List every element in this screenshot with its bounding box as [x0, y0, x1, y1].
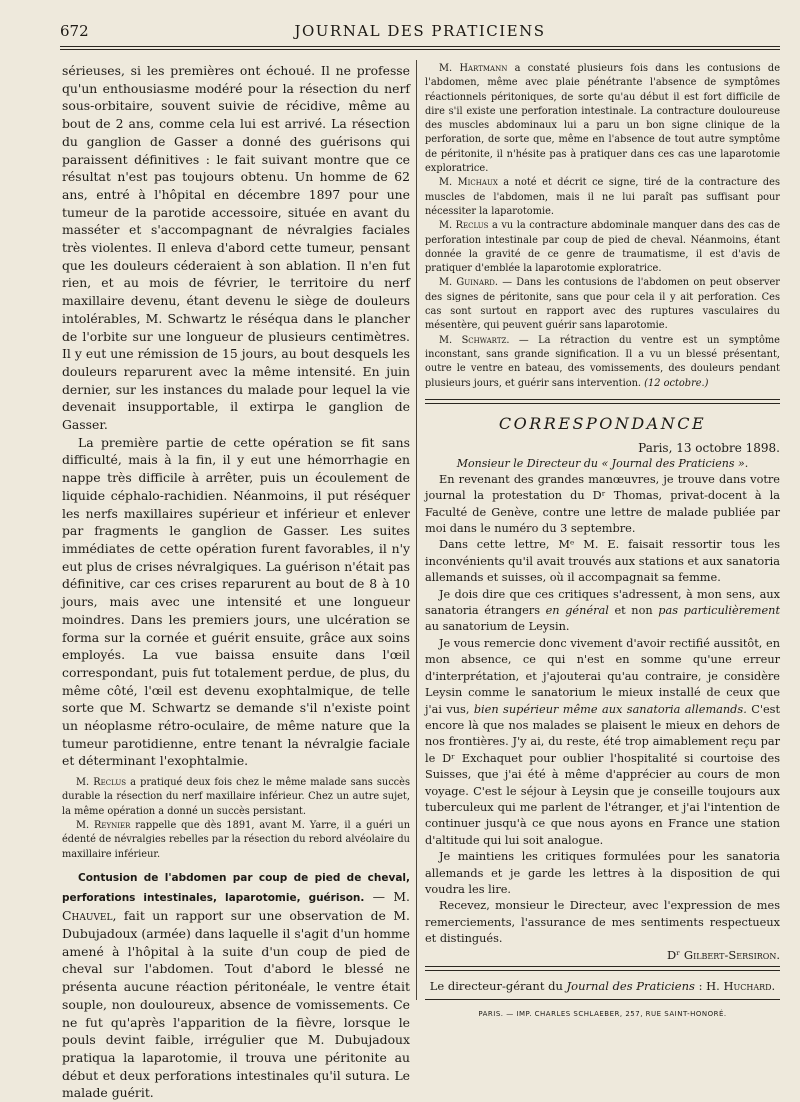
letter-paragraph: Recevez, monsieur le Directeur, avec l'expression de mes remerciements, l'assurance de mes sentiments respectueux et distingués.	[425, 899, 780, 946]
letter-date: Paris, 13 octobre 1898.	[638, 440, 780, 455]
paragraph-text: rappelle que dès 1891, avant M. Yarre, il a guéri un édenté de névralgies rebelles par la résection du rebord alvéolaire du maxillaire inférieur.	[62, 820, 411, 860]
paragraph-schwartz	[425, 334, 780, 391]
paragraph-gasser-case: sérieuses, si les premières ont échoué. Il ne professe qu'un enthousiasme modéré pour la résection du nerf sous-orbitaire, souvent suivie de récidive, même au bout de 2 ans, comme cela lui est arrivé. La résection du ganglion de Gasser a donné des guérisons qui paraissent définitives : le fait suivant montre que ce résultat n'est pas toujours obtenu. Un homme de 62 ans, entré à l'hôpital en décembre 1897 pour une tumeur de la parotide accessoire, située en avant du masséter et s'accompagnant de névralgies faciales très violentes. Il enleva d'abord cette tumeur, pensant que les douleurs céderaient à son ablation. Il n'en fut rien, et au mois de février, le territoire du nerf maxillaire devenu, étant devenu le siège de douleurs intolérables, M. Schwartz le réséqua dans le plancher de l'orbite sur une longueur de plusieurs centimètres. Il y eut une rémission de 15 jours, au bout desquels les douleurs reparurent avec la même intensité. En juin dernier, sur les instances du malade pour lequel la vie devenait insupportable, il extirpa le ganglion de Gasser.	[62, 63, 410, 433]
letter-paragraph: En revenant des grandes manœuvres, je trouve dans votre journal la protestation du Dʳ Thomas, privat-docent à la Faculté de Genève, contre une lettre de malade publiée par moi dans le numéro du 3 septembre.	[425, 472, 780, 536]
printer-rule	[425, 999, 780, 1000]
letter-text: Je dois dire que ces critiques s'adressent, à mon sens, aux sanatoria étrangers	[425, 587, 780, 618]
paragraph-guinard	[425, 276, 780, 333]
correspondance-title: CORRESPONDANCE	[498, 413, 707, 433]
letter-emphasis: pas particulièrement	[658, 604, 780, 618]
letter-text: au sanatorium de Leysin.	[425, 620, 570, 634]
column-divider	[416, 60, 417, 1000]
paragraph-contusion-report: Contusion de l'abdomen par coup de pied de cheval, perforations intestinales, laparotomie, guérison. — M. Chauvel, fait un rapport sur une observation de M. Dubujadoux (armée) dans laquelle il s'agit d'un homme amené à l'hôpital à la suite d'un coup de pied de cheval sur l'abdomen. Tout d'abord le blessé ne présenta aucune réaction péritonéale, le ventre était souple, non douloureux, absence de vomissements. Ce ne fut qu'après l'apparition de la fièvre, lorsque le pouls devint faible, irrégulier que M. Dubujadoux pratiqua la laparotomie, il trouva une péritonite au début et deux perforations intestinales qu'il sutura. Le malade guérit.	[62, 871, 410, 1101]
speaker-name: M. Michaux	[439, 177, 498, 189]
paragraph-operation-details: La première partie de cette opération se fit sans difficulté, mais à la fin, il y eut une hémorrhagie en nappe très difficile à arrêter, puis un écoulement de liquide céphalo-rachidien. Néanmoins, il put réséquer les nerfs maxillaires supérieur et inférieur et enlever par fragments le ganglion de Gasser. Les suites immédiates de cette opération furent favorables, il n'y eut plus de crises névralgiques. La guérison n'était pas définitive, car ces crises reparurent au bout de 8 à 10 jours, mais avec une intensité et une longueur moindres. Dans les premiers jours, une ulcération se forma sur la cornée et guérit ensuite, grâce aux soins employés. La vue baissa ensuite dans l'œil correspondant, puis fut totalement perdue, de plus, du même côté, l'œil est devenu exophtalmique, de telle sorte que M. Schwartz se demande s'il n'existe point un néoplasme rétro-oculaire, de même nature que la tumeur parotidienne, entre tenant la névralgie faciale et déterminant l'exophtalmie.	[62, 434, 410, 769]
speaker-name: M. Reclus	[76, 777, 127, 789]
letter-paragraph: Je maintiens les critiques formulées pour les sanatoria allemands et je garde les lettres à la disposition de qui voudra les lire.	[425, 850, 780, 896]
paragraph-reclus	[425, 219, 780, 276]
paragraph-text: — Dans les contusions de l'abdomen on peut observer des signes de péritonite, sans que pour cela il y ait perforation. Ces cas sont surtout en rapport avec des ruptures vasculaires du mésentère, qui peuvent guérir sans laparotomie.	[425, 277, 780, 332]
section-rule	[425, 399, 780, 404]
journal-name: Journal des Praticiens	[566, 978, 695, 993]
printer-imprint: PARIS. — IMP. CHARLES SCHLAEBER, 257, RUE SAINT-HONORÉ.	[478, 1009, 727, 1018]
page-header	[60, 22, 780, 46]
paragraph-reynier-remark	[62, 819, 410, 862]
paragraph-text: a noté et décrit ce signe, tiré de la contracture des muscles de l'abdomen, mais il ne lui paraît pas suffisant pour nécessiter la laparotomie.	[425, 177, 780, 217]
speaker-name: M. Reynier	[76, 820, 131, 832]
paragraph-text: a vu la contracture abdominale manquer dans des cas de perforation intestinale par coup de pied de cheval. Néanmoins, étant donnée la gravité de ce genre de traumatisme, il est d'avis de pratiquer d'emblée la laparotomie exploratrice.	[425, 220, 781, 275]
speaker-name: M. Reclus	[439, 220, 489, 232]
paragraph-text: — La rétraction du ventre est un symptôme inconstant, sans grande signification. Il a vu un blessé présentant, outre le ventre en bateau, des vomissements, des douleurs pendant plusieurs jours, et guérir sans intervention.	[425, 334, 780, 389]
letter-paragraph: Dans cette lettre, Mᵉ M. E. faisait ressortir tous les inconvénients qu'il avait trouvés aux stations et aux sanatoria allemands et suisses, où il accompagnait sa femme.	[425, 538, 780, 585]
letter-paragraph	[425, 636, 780, 849]
letter-salutation: Monsieur le Directeur du « Journal des Praticiens ».	[456, 456, 749, 470]
publisher-text: Le directeur-gérant du	[429, 978, 567, 993]
session-date: (12 octobre.)	[644, 377, 709, 389]
paragraph-reclus-remark	[62, 776, 410, 819]
journal-title: JOURNAL DES PRATICIENS	[294, 22, 546, 40]
paragraph-text: a constaté plusieurs fois dans les contusions de l'abdomen, même avec plaie pénétrante l'absence de symptômes réactionnels péritoniques, de sorte qu'au début il est fort difficile de dire s'il existe une perforation intestinale. La contracture douloureuse des muscles abdominaux lui a paru un bon signe clinique de la perforation, de sorte que, même en l'absence de tout autre symptôme de péritonite, il n'hésite pas à pratiquer dans ces cas une laparotomie exploratrice.	[425, 63, 780, 175]
header-rule	[60, 46, 780, 47]
header-rule-double	[60, 49, 780, 50]
paragraph-text: , fait un rapport sur une observation de M. Dubujadoux (armée) dans laquelle il s'agit d'un homme amené à l'hôpital à la suite d'un coup de pied de cheval sur l'abdomen. Tout d'abord le blessé ne présenta aucune réaction péritonéale, le ventre était souple, non douloureux, absence de vomissements. Ce ne fut qu'après l'apparition de la fièvre, lorsque le pouls devint faible, irrégulier que M. Dubujadoux pratiqua la laparotomie, il trouva une péritonite au début et deux perforations intestinales qu'il sutura. Le malade guérit.	[62, 908, 410, 1101]
speaker-name: M. Guinard.	[439, 277, 499, 289]
publisher-line	[425, 979, 780, 993]
paragraph-michaux	[425, 176, 780, 219]
letter-paragraph	[425, 587, 780, 636]
right-column	[425, 62, 780, 1018]
speaker-name: M. Hartmann	[439, 63, 508, 74]
page-number: 672	[60, 22, 89, 40]
left-column	[62, 62, 410, 1102]
letter-emphasis: en général	[545, 604, 609, 618]
letter-signature: Dʳ Gilbert-Sersiron.	[667, 947, 780, 962]
speaker-name: M. Schwartz.	[439, 334, 510, 346]
letter-text: Je vous remercie donc vivement d'avoir rectifié aussitôt, en mon absence, ce qui n'est en somme qu'une erreur d'interprétation, et j'ajouterai qu'au contraire, je considère Leysin comme le sanatorium le mieux installé de ceux que j'ai vus,	[425, 636, 780, 716]
letter-text: et non	[608, 604, 659, 618]
section-title: Contusion de l'abdomen par coup de pied de cheval, perforations intestinales, laparotomie, guérison.	[62, 871, 410, 904]
footer-rule	[425, 966, 780, 971]
director-name: : H. Huchard.	[694, 978, 776, 993]
speaker-name: M. Chauvel	[62, 888, 410, 924]
letter-emphasis: bien supérieur même aux sanatoria allemands.	[473, 702, 747, 716]
letter-body	[425, 472, 780, 948]
paragraph-text: a pratiqué deux fois chez le même malade sans succès durable la résection du nerf maxillaire inférieur. Chez un autre sujet, la même opération a donné un succès persistant.	[62, 777, 410, 817]
paragraph-hartmann	[425, 62, 780, 176]
letter-text: C'est encore là que nos malades se plaisent le mieux en dehors de nos frontières. J'y ai, du reste, été trop aimablement reçu par le Dʳ Exchaquet pour oublier l'hospitalité si courtoise des Suisses, que j'ai été à même d'apprécier au cours de mon voyage. C'est le séjour à Leysin que je conseille toujours aux tuberculeux qui me parlent de l'étranger, et j'ai l'intention de continuer jusqu'à ce que nous ayons en France une station d'altitude qui lui soit analogue.	[425, 702, 780, 847]
